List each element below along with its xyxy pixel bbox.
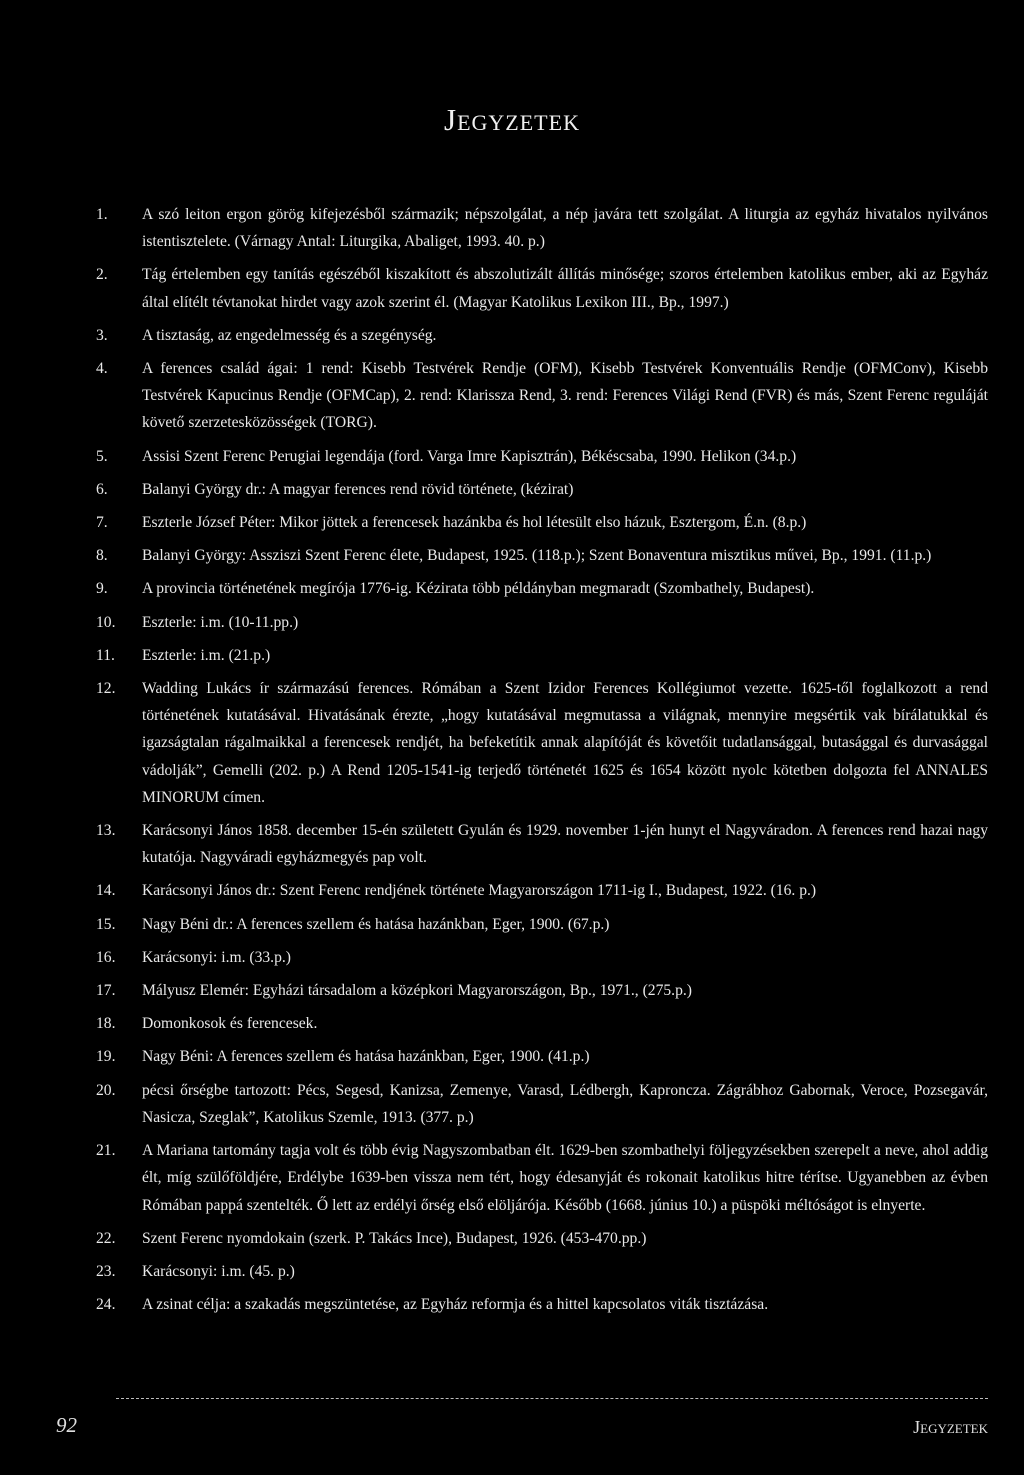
note-text: Szent Ferenc nyomdokain (szerk. P. Takács Ince), Budapest, 1926. (453-470.pp.) xyxy=(142,1229,647,1247)
note-text: Assisi Szent Ferenc Perugiai legendája (ford. Varga Imre Kapisztrán), Békéscsaba, 1990. Helikon (34.p.) xyxy=(142,447,797,465)
note-number: 23. xyxy=(96,1262,116,1280)
note-item xyxy=(96,476,988,503)
note-item xyxy=(96,1077,988,1131)
note-number: 4. xyxy=(96,360,108,378)
note-item xyxy=(96,355,988,437)
note-number: 18. xyxy=(96,1015,116,1033)
note-number: 22. xyxy=(96,1229,116,1247)
note-text: A szó leiton ergon görög kifejezésből származik; népszolgálat, a nép javára tett szolgálat. A liturgia az egyház hivatalos nyilvános istentisztelete. (Várnagy Antal: Liturgika, Abaliget, 1993. 40. p.) xyxy=(142,206,988,251)
note-text: Karácsonyi: i.m. (45. p.) xyxy=(142,1262,295,1280)
page-number: 92 xyxy=(56,1413,77,1437)
note-text: A provincia történetének megírója 1776-ig. Kézirata több példányban megmaradt (Szombathely, Budapest). xyxy=(142,580,815,598)
note-item xyxy=(96,1010,988,1037)
running-footer-title: Jegyzetek xyxy=(913,1417,988,1437)
note-item xyxy=(96,509,988,536)
note-item xyxy=(96,261,988,315)
note-number: 24. xyxy=(96,1296,116,1314)
note-number: 13. xyxy=(96,822,116,840)
notes-list xyxy=(96,201,988,1324)
note-text: Balanyi György dr.: A magyar ferences rend rövid története, (kézirat) xyxy=(142,480,574,498)
note-number: 16. xyxy=(96,948,116,966)
note-number: 9. xyxy=(96,580,108,598)
footer-divider xyxy=(116,1398,988,1399)
note-item xyxy=(96,1258,988,1285)
note-number: 14. xyxy=(96,882,116,900)
note-text: Eszterle: i.m. (21.p.) xyxy=(142,646,271,664)
note-item xyxy=(96,1225,988,1252)
note-number: 3. xyxy=(96,326,108,344)
note-text: Mályusz Elemér: Egyházi társadalom a középkori Magyarországon, Bp., 1971., (275.p.) xyxy=(142,982,692,1000)
note-text: Tág értelemben egy tanítás egészéből kiszakított és abszolutizált állítás minősége; szoros értelemben katolikus ember, aki az Egyház által elítélt tévtanokat hirdet vagy azok szerint él. (Magyar Katolikus Lexikon III., Bp., 1997.) xyxy=(142,266,988,311)
note-text: A zsinat célja: a szakadás megszüntetése, az Egyház reformja és a hittel kapcsolatos viták tisztázása. xyxy=(142,1296,769,1314)
note-item xyxy=(96,817,988,871)
note-item xyxy=(96,443,988,470)
note-number: 6. xyxy=(96,480,108,498)
note-item xyxy=(96,911,988,938)
note-item xyxy=(96,944,988,971)
note-number: 1. xyxy=(96,206,108,223)
note-text: Balanyi György: Assziszi Szent Ferenc élete, Budapest, 1925. (118.p.); Szent Bonaventura misztikus művei, Bp., 1991. (11.p.) xyxy=(142,547,932,565)
note-text: Karácsonyi János dr.: Szent Ferenc rendjének története Magyarországon 1711-ig I., Budapest, 1922. (16. p.) xyxy=(142,882,817,900)
note-text: Nagy Béni: A ferences szellem és hatása hazánkban, Eger, 1900. (41.p.) xyxy=(142,1048,590,1066)
note-number: 12. xyxy=(96,680,116,698)
note-item xyxy=(96,1043,988,1070)
note-text: Eszterle: i.m. (10-11.pp.) xyxy=(142,613,299,631)
note-item xyxy=(96,322,988,349)
note-number: 7. xyxy=(96,514,108,532)
note-number: 21. xyxy=(96,1142,116,1160)
note-item xyxy=(96,575,988,602)
note-item xyxy=(96,609,988,636)
note-number: 11. xyxy=(96,646,115,664)
note-item xyxy=(96,977,988,1004)
note-text: A ferences család ágai: 1 rend: Kisebb Testvérek Rendje (OFM), Kisebb Testvérek Konventuális Rendje (OFMConv), Kisebb Testvérek Kapucinus Rendje (OFMCap), 2. rend: Klarissza Rend, 3. rend: Ferences Világi Rend (FVR) és más, Szent Ferenc reguláját követő szerzetesközösségek (TORG). xyxy=(142,360,988,432)
note-text: Domonkosok és ferencesek. xyxy=(142,1015,318,1033)
note-text: Wadding Lukács ír származású ferences. Rómában a Szent Izidor Ferences Kollégiumot vezette. 1625-től foglalkozott a rend történetének kutatásával. Hivatásának érezte, „hogy kutatásával megmutassa a világnak, mennyire megsértik vak bírálatukkal és igazságtalan rágalmaikkal a ferencesek rendjét, ha befeketítik annak alapítóját és követőit tudatlansággal, butasággal és durvasággal vádolják”, Gemelli (202. p.) A Rend 1205-1541-ig terjedő történetét 1625 és 1654 között nyolc kötetben dolgozta fel ANNALES MINORUM címen. xyxy=(142,680,988,806)
note-number: 17. xyxy=(96,982,116,1000)
note-item xyxy=(96,1291,988,1318)
note-text: A tisztaság, az engedelmesség és a szegénység. xyxy=(142,326,437,344)
note-item xyxy=(96,642,988,669)
note-item xyxy=(96,201,988,255)
note-item xyxy=(96,1137,988,1219)
note-number: 2. xyxy=(96,266,108,284)
note-number: 10. xyxy=(96,613,116,631)
note-number: 20. xyxy=(96,1081,116,1099)
note-item xyxy=(96,877,988,904)
note-item xyxy=(96,542,988,569)
note-text: Karácsonyi: i.m. (33.p.) xyxy=(142,948,291,966)
note-text: Karácsonyi János 1858. december 15-én született Gyulán és 1929. november 1-jén hunyt el Nagyváradon. A ferences rend hazai nagy kutatója. Nagyváradi egyházmegyés pap volt. xyxy=(142,822,988,867)
note-item xyxy=(96,675,988,811)
note-number: 15. xyxy=(96,915,116,933)
note-text: A Mariana tartomány tagja volt és több évig Nagyszombatban élt. 1629-ben szombathelyi följegyzésekben szerepelt a neve, ahol addig élt, míg szülőföldjére, Erdélybe 1639-ben vissza nem tért, hogy édesanyját és rokonait katolikus hitre térítse. Ugyanebben az évben Rómában pappá szentelték. Ő lett az erdélyi őrség első elöljárója. Később (1668. június 10.) a püspöki méltóságot is elnyerte. xyxy=(142,1142,988,1214)
page-title: Jegyzetek xyxy=(444,102,580,137)
note-number: 5. xyxy=(96,447,108,465)
note-number: 19. xyxy=(96,1048,116,1066)
note-text: Nagy Béni dr.: A ferences szellem és hatása hazánkban, Eger, 1900. (67.p.) xyxy=(142,915,610,933)
note-text: pécsi őrségbe tartozott: Pécs, Segesd, Kanizsa, Zemenye, Varasd, Lédbergh, Kaproncza. Zágrábhoz Gabornak, Veroce, Pozsegavár, Nasicza, Szeglak”, Katolikus Szemle, 1913. (377. p.) xyxy=(142,1081,988,1126)
note-text: Eszterle József Péter: Mikor jöttek a ferencesek hazánkba és hol létesült elso házuk, Esztergom, É.n. (8.p.) xyxy=(142,514,807,532)
note-number: 8. xyxy=(96,547,108,565)
